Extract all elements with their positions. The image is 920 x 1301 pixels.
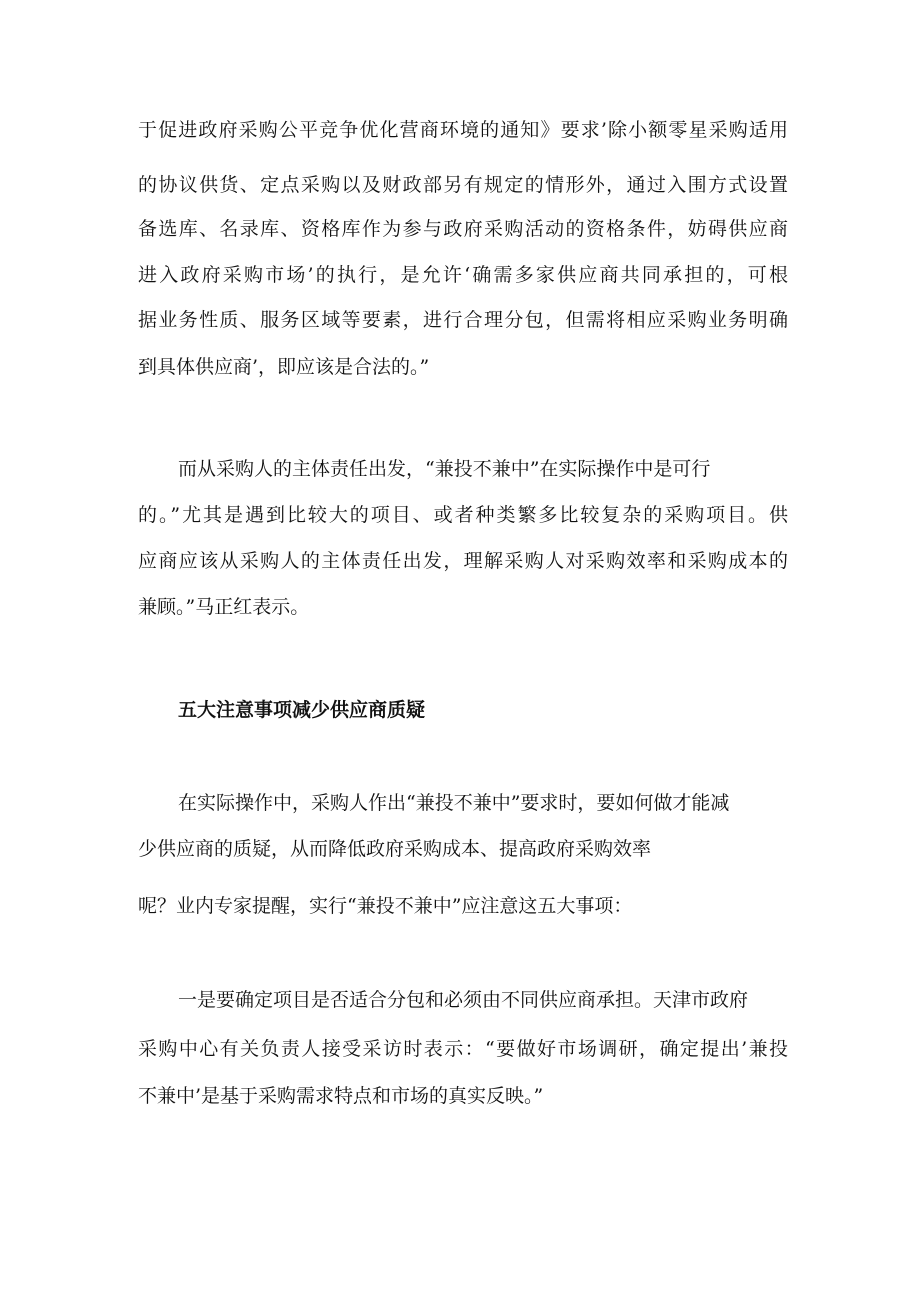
paragraph-1-line-6: 到具体供应商’，即应该是合法的。” <box>138 356 430 378</box>
section-heading: 五大注意事项减少供应商质疑 <box>178 699 426 721</box>
paragraph-1-line-1: 于促进政府采购公平竞争优化营商环境的通知》要求’除小额零星采购适用 <box>138 119 788 141</box>
paragraph-4-line-2: 采购中心有关负责人接受采访时表示：“要做好市场调研，确定提出’兼投 <box>138 1038 788 1060</box>
paragraph-3-line-2: 少供应商的质疑，从而降低政府采购成本、提高政府采购效率 <box>138 838 652 860</box>
paragraph-1-line-2: 的协议供货、定点采购以及财政部另有规定的情形外，通过入围方式设置 <box>138 174 788 196</box>
paragraph-3-line-3: 呢？业内专家提醒，实行“兼投不兼中”应注意这五大事项： <box>138 895 633 917</box>
paragraph-1-line-4: 进入政府采购市场’的执行，是允许‘确需多家供应商共同承担的，可根 <box>138 264 788 286</box>
paragraph-1-line-5: 据业务性质、服务区域等要素，进行合理分包，但需将相应采购业务明确 <box>138 309 788 331</box>
paragraph-4-line-3: 不兼中’是基于采购需求特点和市场的真实反映。” <box>138 1085 544 1107</box>
paragraph-3-line-1: 在实际操作中，采购人作出“兼投不兼中”要求时，要如何做才能减 <box>178 792 730 814</box>
paragraph-2-line-1: 而从采购人的主体责任出发，“兼投不兼中”在实际操作中是可行 <box>178 458 711 480</box>
paragraph-2-line-4: 兼顾。”马正红表示。 <box>138 596 310 618</box>
paragraph-2-line-2: 的。”尤其是遇到比较大的项目、或者种类繁多比较复杂的采购项目。供 <box>138 504 788 526</box>
paragraph-4-line-1: 一是要确定项目是否适合分包和必须由不同供应商承担。天津市政府 <box>178 989 749 1011</box>
paragraph-2-line-3: 应商应该从采购人的主体责任出发，理解采购人对采购效率和采购成本的 <box>138 550 788 572</box>
paragraph-1-line-3: 备选库、名录库、资格库作为参与政府采购活动的资格条件，妨碍供应商 <box>138 218 788 240</box>
